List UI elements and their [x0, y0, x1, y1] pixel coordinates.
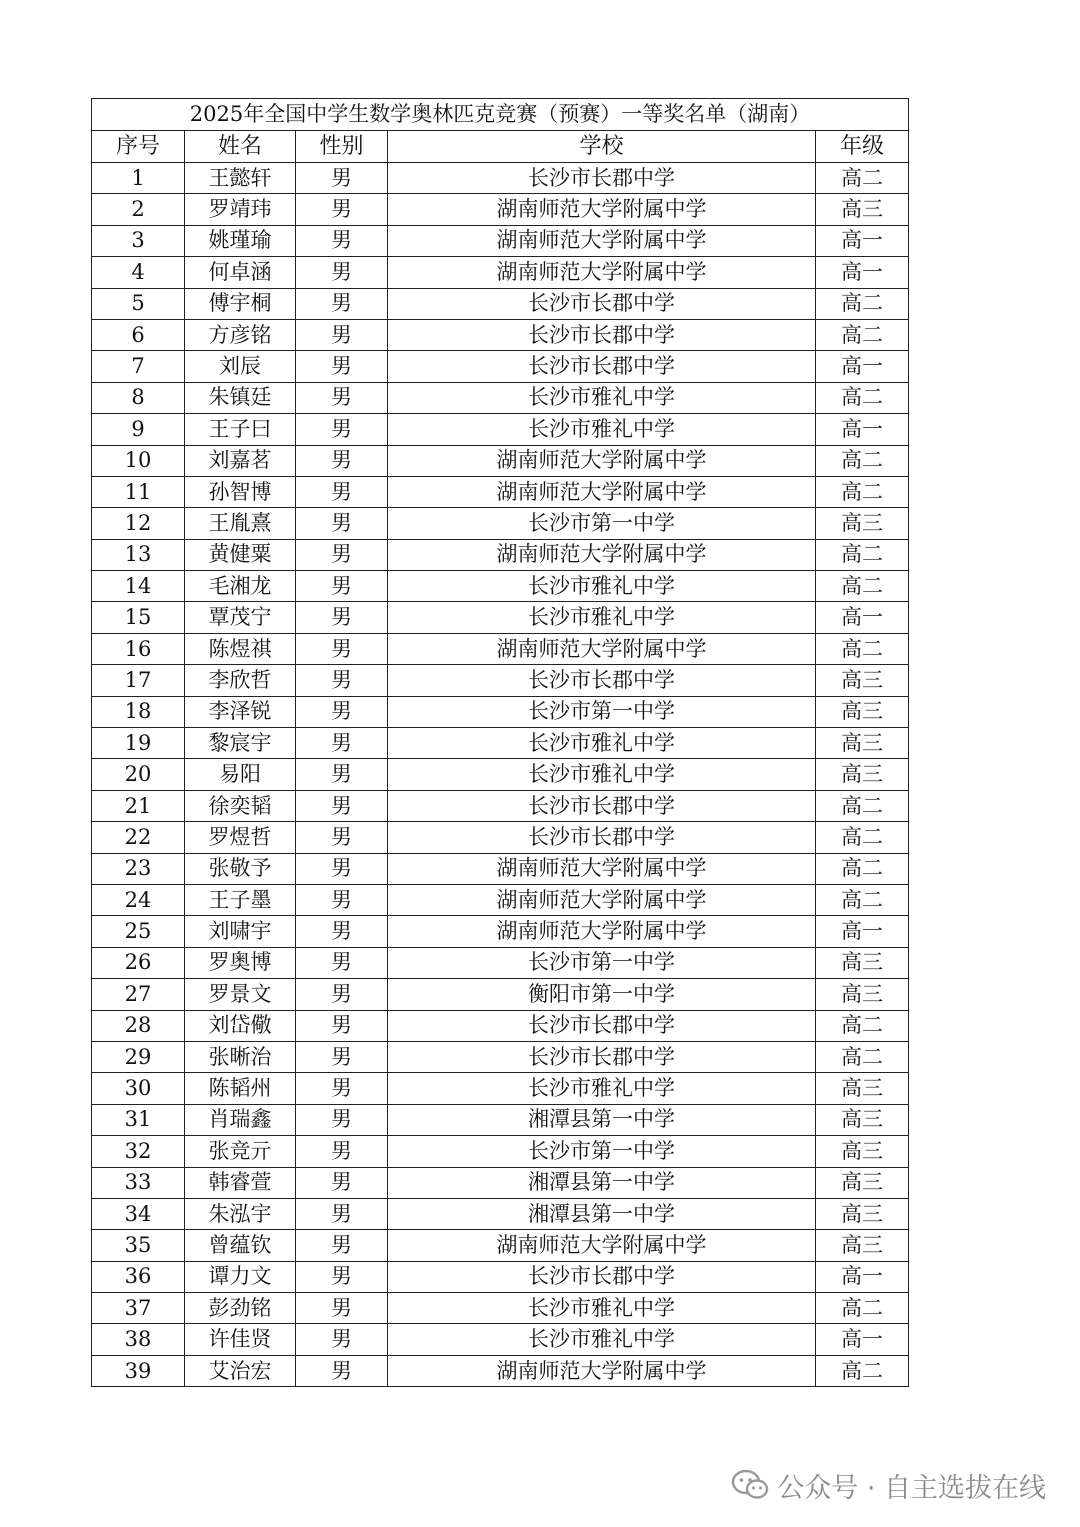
table-row [92, 602, 909, 633]
cell-index: 11 [92, 476, 185, 507]
cell-school: 衡阳市第一中学 [388, 979, 816, 1010]
cell-grade: 高二 [816, 1041, 909, 1072]
table-row [92, 1041, 909, 1072]
cell-school: 湖南师范大学附属中学 [388, 884, 816, 915]
header-name: 姓名 [185, 131, 296, 163]
cell-index: 30 [92, 1073, 185, 1104]
award-table [91, 98, 909, 1387]
cell-grade: 高二 [816, 163, 909, 194]
table-row [92, 979, 909, 1010]
cell-grade: 高三 [816, 696, 909, 727]
cell-gender: 男 [296, 539, 388, 570]
cell-index: 4 [92, 257, 185, 288]
cell-index: 25 [92, 916, 185, 947]
cell-name: 谭力文 [185, 1261, 296, 1292]
cell-school: 长沙市长郡中学 [388, 1041, 816, 1072]
cell-gender: 男 [296, 382, 388, 413]
header-gender: 性别 [296, 131, 388, 163]
cell-name: 王子曰 [185, 414, 296, 445]
cell-gender: 男 [296, 1261, 388, 1292]
table-row [92, 853, 909, 884]
cell-school: 长沙市雅礼中学 [388, 1073, 816, 1104]
cell-gender: 男 [296, 1136, 388, 1167]
cell-name: 刘辰 [185, 351, 296, 382]
cell-grade: 高二 [816, 476, 909, 507]
cell-name: 覃茂宁 [185, 602, 296, 633]
cell-grade: 高二 [816, 822, 909, 853]
cell-gender: 男 [296, 1198, 388, 1229]
cell-gender: 男 [296, 1230, 388, 1261]
cell-index: 33 [92, 1167, 185, 1198]
cell-name: 艾治宏 [185, 1355, 296, 1386]
cell-index: 21 [92, 790, 185, 821]
table-row [92, 1104, 909, 1135]
cell-name: 曾蕴钦 [185, 1230, 296, 1261]
cell-index: 32 [92, 1136, 185, 1167]
cell-index: 34 [92, 1198, 185, 1229]
cell-index: 10 [92, 445, 185, 476]
cell-index: 35 [92, 1230, 185, 1261]
cell-grade: 高一 [816, 602, 909, 633]
cell-school: 长沙市长郡中学 [388, 288, 816, 319]
cell-gender: 男 [296, 665, 388, 696]
cell-grade: 高一 [816, 225, 909, 256]
cell-index: 28 [92, 1010, 185, 1041]
table-row [92, 414, 909, 445]
cell-school: 湖南师范大学附属中学 [388, 194, 816, 225]
cell-gender: 男 [296, 759, 388, 790]
cell-gender: 男 [296, 916, 388, 947]
cell-index: 18 [92, 696, 185, 727]
cell-name: 张晰治 [185, 1041, 296, 1072]
table-row [92, 1261, 909, 1292]
cell-grade: 高二 [816, 288, 909, 319]
table-row [92, 665, 909, 696]
cell-gender: 男 [296, 602, 388, 633]
table-row [92, 916, 909, 947]
table-title: 2025年全国中学生数学奥林匹克竞赛（预赛）一等奖名单（湖南） [92, 99, 909, 131]
cell-gender: 男 [296, 822, 388, 853]
title-row [92, 99, 909, 131]
cell-grade: 高二 [816, 1010, 909, 1041]
cell-school: 长沙市第一中学 [388, 508, 816, 539]
cell-grade: 高一 [816, 916, 909, 947]
cell-school: 湖南师范大学附属中学 [388, 476, 816, 507]
cell-name: 孙智博 [185, 476, 296, 507]
cell-grade: 高一 [816, 1324, 909, 1355]
cell-name: 张敬予 [185, 853, 296, 884]
table-row [92, 225, 909, 256]
cell-index: 5 [92, 288, 185, 319]
cell-school: 湖南师范大学附属中学 [388, 539, 816, 570]
cell-name: 刘岱儆 [185, 1010, 296, 1041]
cell-grade: 高三 [816, 665, 909, 696]
cell-school: 湖南师范大学附属中学 [388, 853, 816, 884]
cell-name: 毛湘龙 [185, 571, 296, 602]
cell-index: 6 [92, 319, 185, 350]
table-row [92, 1198, 909, 1229]
header-row [92, 131, 909, 163]
cell-name: 许佳贤 [185, 1324, 296, 1355]
cell-school: 长沙市雅礼中学 [388, 1324, 816, 1355]
cell-grade: 高二 [816, 1355, 909, 1386]
cell-school: 长沙市雅礼中学 [388, 728, 816, 759]
header-grade: 年级 [816, 131, 909, 163]
cell-gender: 男 [296, 853, 388, 884]
cell-index: 24 [92, 884, 185, 915]
cell-gender: 男 [296, 1167, 388, 1198]
cell-grade: 高二 [816, 790, 909, 821]
table-row [92, 759, 909, 790]
cell-gender: 男 [296, 319, 388, 350]
table-row [92, 1230, 909, 1261]
cell-name: 王胤熹 [185, 508, 296, 539]
cell-gender: 男 [296, 1293, 388, 1324]
cell-name: 罗煜哲 [185, 822, 296, 853]
cell-index: 12 [92, 508, 185, 539]
cell-grade: 高三 [816, 979, 909, 1010]
cell-name: 肖瑞鑫 [185, 1104, 296, 1135]
cell-gender: 男 [296, 476, 388, 507]
cell-gender: 男 [296, 1104, 388, 1135]
table-row [92, 947, 909, 978]
watermark [731, 1465, 1046, 1505]
table-row [92, 1136, 909, 1167]
cell-school: 湖南师范大学附属中学 [388, 1230, 816, 1261]
cell-school: 长沙市雅礼中学 [388, 759, 816, 790]
table-row [92, 1010, 909, 1041]
cell-index: 1 [92, 163, 185, 194]
cell-index: 2 [92, 194, 185, 225]
cell-name: 傅宇桐 [185, 288, 296, 319]
cell-school: 长沙市长郡中学 [388, 665, 816, 696]
cell-grade: 高三 [816, 728, 909, 759]
cell-name: 王懿轩 [185, 163, 296, 194]
cell-grade: 高一 [816, 414, 909, 445]
cell-gender: 男 [296, 947, 388, 978]
cell-school: 湖南师范大学附属中学 [388, 225, 816, 256]
cell-school: 湘潭县第一中学 [388, 1104, 816, 1135]
cell-name: 黎宸宇 [185, 728, 296, 759]
cell-index: 38 [92, 1324, 185, 1355]
cell-gender: 男 [296, 884, 388, 915]
cell-index: 37 [92, 1293, 185, 1324]
table-row [92, 194, 909, 225]
cell-name: 李泽锐 [185, 696, 296, 727]
cell-grade: 高三 [816, 1167, 909, 1198]
cell-index: 19 [92, 728, 185, 759]
cell-name: 王子墨 [185, 884, 296, 915]
cell-index: 26 [92, 947, 185, 978]
table-row [92, 288, 909, 319]
table-row [92, 539, 909, 570]
cell-name: 李欣哲 [185, 665, 296, 696]
cell-school: 长沙市长郡中学 [388, 1261, 816, 1292]
cell-index: 8 [92, 382, 185, 413]
cell-gender: 男 [296, 1010, 388, 1041]
cell-index: 7 [92, 351, 185, 382]
cell-school: 湖南师范大学附属中学 [388, 916, 816, 947]
cell-grade: 高二 [816, 1293, 909, 1324]
cell-name: 陈韬州 [185, 1073, 296, 1104]
cell-gender: 男 [296, 696, 388, 727]
cell-name: 罗奥博 [185, 947, 296, 978]
cell-gender: 男 [296, 225, 388, 256]
cell-name: 刘嘉茗 [185, 445, 296, 476]
cell-school: 湖南师范大学附属中学 [388, 257, 816, 288]
cell-name: 刘啸宇 [185, 916, 296, 947]
cell-gender: 男 [296, 351, 388, 382]
cell-school: 长沙市第一中学 [388, 696, 816, 727]
table-row [92, 163, 909, 194]
cell-grade: 高一 [816, 257, 909, 288]
cell-name: 姚瑾瑜 [185, 225, 296, 256]
cell-gender: 男 [296, 288, 388, 319]
cell-index: 20 [92, 759, 185, 790]
cell-school: 长沙市长郡中学 [388, 1010, 816, 1041]
table-row [92, 1073, 909, 1104]
cell-gender: 男 [296, 1355, 388, 1386]
cell-name: 韩睿萱 [185, 1167, 296, 1198]
cell-name: 方彦铭 [185, 319, 296, 350]
cell-school: 长沙市雅礼中学 [388, 414, 816, 445]
cell-name: 易阳 [185, 759, 296, 790]
cell-school: 长沙市长郡中学 [388, 822, 816, 853]
cell-index: 13 [92, 539, 185, 570]
cell-index: 22 [92, 822, 185, 853]
cell-grade: 高二 [816, 571, 909, 602]
cell-name: 罗靖玮 [185, 194, 296, 225]
cell-grade: 高三 [816, 1104, 909, 1135]
cell-gender: 男 [296, 1324, 388, 1355]
table-row [92, 476, 909, 507]
cell-grade: 高二 [816, 633, 909, 664]
cell-gender: 男 [296, 979, 388, 1010]
table-row [92, 1167, 909, 1198]
cell-index: 39 [92, 1355, 185, 1386]
cell-index: 14 [92, 571, 185, 602]
cell-index: 17 [92, 665, 185, 696]
cell-gender: 男 [296, 257, 388, 288]
cell-school: 长沙市长郡中学 [388, 319, 816, 350]
cell-index: 3 [92, 225, 185, 256]
cell-grade: 高三 [816, 947, 909, 978]
table-row [92, 633, 909, 664]
cell-grade: 高二 [816, 382, 909, 413]
cell-school: 长沙市长郡中学 [388, 163, 816, 194]
wechat-icon [731, 1469, 769, 1501]
cell-school: 长沙市第一中学 [388, 947, 816, 978]
table-row [92, 319, 909, 350]
cell-grade: 高一 [816, 351, 909, 382]
cell-gender: 男 [296, 163, 388, 194]
table-row [92, 822, 909, 853]
table-row [92, 1293, 909, 1324]
cell-index: 36 [92, 1261, 185, 1292]
cell-grade: 高二 [816, 539, 909, 570]
cell-index: 27 [92, 979, 185, 1010]
cell-index: 29 [92, 1041, 185, 1072]
cell-index: 23 [92, 853, 185, 884]
cell-name: 张竞亓 [185, 1136, 296, 1167]
table-row [92, 382, 909, 413]
cell-name: 黄健粟 [185, 539, 296, 570]
table-row [92, 728, 909, 759]
cell-name: 徐奕韬 [185, 790, 296, 821]
cell-gender: 男 [296, 571, 388, 602]
cell-school: 长沙市长郡中学 [388, 790, 816, 821]
cell-gender: 男 [296, 1073, 388, 1104]
cell-grade: 高三 [816, 1198, 909, 1229]
cell-grade: 高三 [816, 194, 909, 225]
cell-grade: 高三 [816, 1073, 909, 1104]
table-row [92, 790, 909, 821]
cell-gender: 男 [296, 445, 388, 476]
cell-grade: 高二 [816, 853, 909, 884]
cell-name: 何卓涵 [185, 257, 296, 288]
table-row [92, 1355, 909, 1386]
cell-gender: 男 [296, 414, 388, 445]
cell-name: 朱泓宇 [185, 1198, 296, 1229]
cell-grade: 高二 [816, 319, 909, 350]
cell-school: 湖南师范大学附属中学 [388, 445, 816, 476]
cell-gender: 男 [296, 633, 388, 664]
table-row [92, 445, 909, 476]
cell-grade: 高三 [816, 508, 909, 539]
cell-name: 朱镇廷 [185, 382, 296, 413]
table-body [92, 163, 909, 1387]
cell-school: 长沙市雅礼中学 [388, 1293, 816, 1324]
cell-name: 罗景文 [185, 979, 296, 1010]
cell-index: 15 [92, 602, 185, 633]
cell-index: 16 [92, 633, 185, 664]
cell-school: 湖南师范大学附属中学 [388, 1355, 816, 1386]
cell-gender: 男 [296, 728, 388, 759]
cell-grade: 高二 [816, 445, 909, 476]
cell-grade: 高二 [816, 884, 909, 915]
cell-school: 长沙市雅礼中学 [388, 602, 816, 633]
table-row [92, 508, 909, 539]
cell-school: 长沙市长郡中学 [388, 351, 816, 382]
cell-index: 9 [92, 414, 185, 445]
cell-gender: 男 [296, 1041, 388, 1072]
header-school: 学校 [388, 131, 816, 163]
cell-school: 长沙市第一中学 [388, 1136, 816, 1167]
watermark-text: 公众号 · 自主选拔在线 [777, 1472, 1046, 1504]
cell-school: 湘潭县第一中学 [388, 1198, 816, 1229]
cell-gender: 男 [296, 194, 388, 225]
cell-grade: 高一 [816, 1261, 909, 1292]
table-row [92, 257, 909, 288]
cell-school: 湘潭县第一中学 [388, 1167, 816, 1198]
table-row [92, 884, 909, 915]
table-row [92, 1324, 909, 1355]
table-row [92, 351, 909, 382]
cell-name: 陈煜祺 [185, 633, 296, 664]
cell-school: 湖南师范大学附属中学 [388, 633, 816, 664]
cell-school: 长沙市雅礼中学 [388, 382, 816, 413]
header-index: 序号 [92, 131, 185, 163]
cell-school: 长沙市雅礼中学 [388, 571, 816, 602]
cell-index: 31 [92, 1104, 185, 1135]
table-row [92, 571, 909, 602]
cell-name: 彭劲铭 [185, 1293, 296, 1324]
cell-grade: 高三 [816, 1230, 909, 1261]
cell-grade: 高三 [816, 1136, 909, 1167]
cell-gender: 男 [296, 790, 388, 821]
cell-gender: 男 [296, 508, 388, 539]
cell-grade: 高三 [816, 759, 909, 790]
table-row [92, 696, 909, 727]
